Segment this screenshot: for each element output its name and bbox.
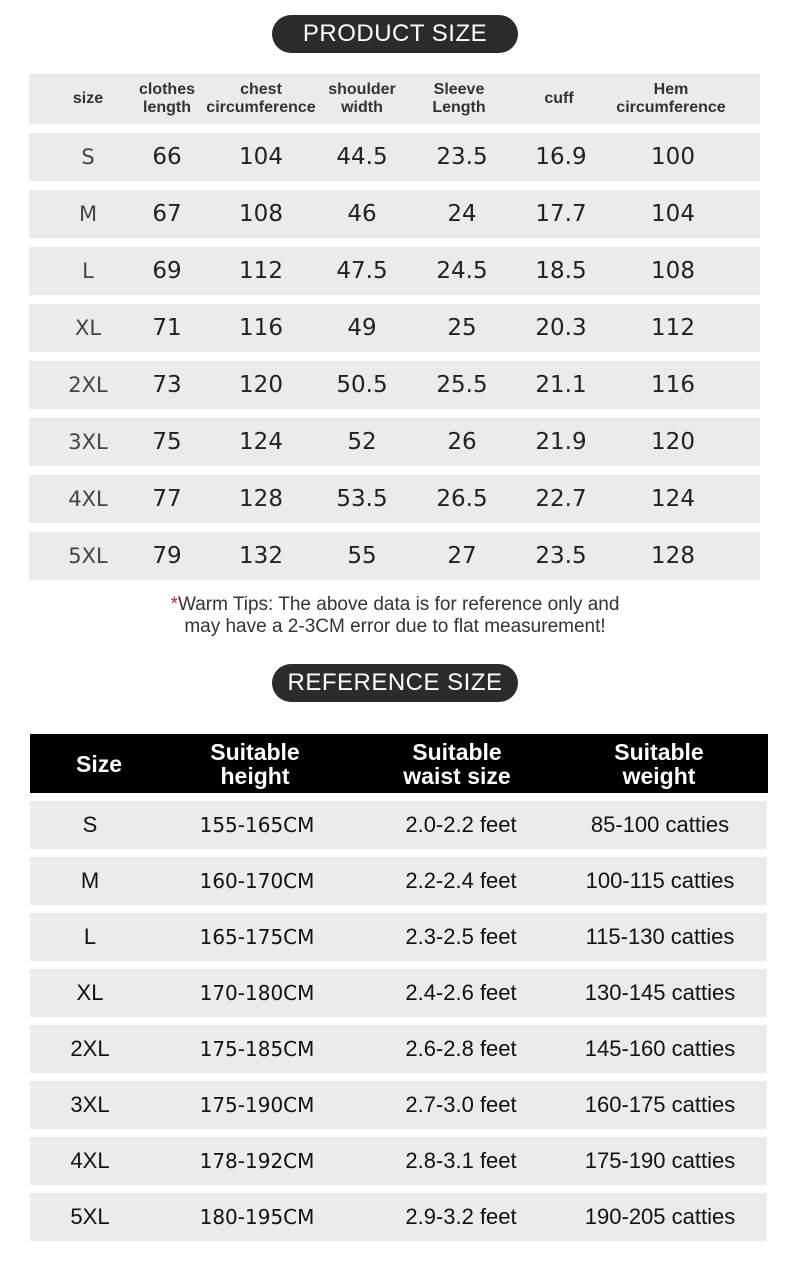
cell-hem: 116: [651, 372, 695, 398]
cell-ref-height: 165-175CM: [199, 925, 315, 949]
cell-shoulder: 55: [347, 543, 377, 569]
cell-cuff: 21.9: [535, 429, 587, 455]
cell-ref-waist: 2.3-2.5 feet: [405, 924, 517, 949]
header-sleeve-length: Sleeve Length: [432, 81, 486, 116]
cell-cuff: 22.7: [535, 486, 587, 512]
cell-ref-height: 180-195CM: [199, 1205, 315, 1229]
cell-size: 4XL: [68, 487, 108, 511]
tip-star: *: [170, 594, 178, 615]
cell-clothes-length: 69: [152, 258, 182, 284]
cell-ref-waist: 2.0-2.2 feet: [405, 812, 517, 837]
reference-size-row: [30, 857, 767, 905]
cell-chest: 116: [239, 315, 283, 341]
cell-cuff: 18.5: [535, 258, 587, 284]
product-size-row: [29, 418, 760, 466]
cell-sleeve: 26.5: [436, 486, 488, 512]
cell-ref-weight: 115-130 catties: [585, 924, 735, 949]
cell-ref-weight: 160-175 catties: [584, 1092, 736, 1117]
reference-size-row: [30, 969, 767, 1017]
reference-size-title: REFERENCE SIZE: [272, 664, 518, 702]
cell-clothes-length: 77: [152, 486, 182, 512]
cell-hem: 100: [651, 144, 695, 170]
header-suitable-weight: Suitable weight: [614, 738, 704, 789]
cell-ref-weight: 190-205 catties: [584, 1204, 736, 1229]
cell-ref-waist: 2.7-3.0 feet: [405, 1092, 517, 1117]
cell-cuff: 20.3: [535, 315, 587, 341]
cell-hem: 112: [651, 315, 695, 341]
cell-ref-size: L: [83, 924, 97, 949]
cell-size: L: [82, 259, 94, 283]
cell-size: M: [78, 202, 98, 226]
cell-shoulder: 52: [347, 429, 377, 455]
reference-size-row: [30, 913, 767, 961]
header-suitable-waist-size: Suitable waist size: [403, 738, 511, 789]
cell-ref-size: 3XL: [70, 1092, 110, 1117]
cell-ref-size: 5XL: [70, 1204, 110, 1229]
cell-clothes-length: 79: [152, 543, 182, 569]
cell-cuff: 21.1: [535, 372, 587, 398]
cell-size: XL: [74, 316, 102, 340]
cell-size: S: [81, 145, 95, 169]
cell-ref-height: 155-165CM: [199, 813, 315, 837]
cell-ref-size: M: [80, 868, 100, 893]
cell-cuff: 17.7: [535, 201, 587, 227]
product-size-row: [29, 475, 760, 523]
header-hem-circumference: Hem circumference: [616, 81, 726, 116]
cell-ref-weight: 175-190 catties: [584, 1148, 736, 1173]
cell-ref-weight: 100-115 catties: [585, 868, 735, 893]
cell-clothes-length: 67: [152, 201, 182, 227]
cell-sleeve: 24: [447, 201, 477, 227]
header-chest-circumference: chest circumference: [206, 81, 316, 116]
reference-size-header-row: [30, 734, 768, 793]
cell-ref-height: 160-170CM: [199, 869, 315, 893]
cell-ref-weight: 130-145 catties: [584, 980, 736, 1005]
cell-ref-size: 2XL: [70, 1036, 110, 1061]
product-size-title: PRODUCT SIZE: [272, 15, 518, 53]
cell-chest: 132: [239, 543, 283, 569]
cell-ref-height: 178-192CM: [199, 1149, 315, 1173]
cell-shoulder: 46: [347, 201, 377, 227]
cell-clothes-length: 71: [152, 315, 182, 341]
cell-sleeve: 23.5: [436, 144, 488, 170]
reference-size-row: [30, 1193, 767, 1241]
cell-clothes-length: 75: [152, 429, 182, 455]
cell-cuff: 23.5: [535, 543, 587, 569]
product-size-row: [29, 304, 760, 352]
cell-chest: 112: [239, 258, 283, 284]
cell-sleeve: 24.5: [436, 258, 488, 284]
cell-hem: 108: [651, 258, 695, 284]
reference-size-row: [30, 1025, 767, 1073]
cell-chest: 124: [239, 429, 283, 455]
cell-ref-height: 175-185CM: [199, 1037, 315, 1061]
cell-size: 5XL: [68, 544, 108, 568]
product-size-row: [29, 532, 760, 580]
reference-size-row: [30, 1137, 767, 1185]
reference-size-row: [30, 801, 767, 849]
cell-cuff: 16.9: [535, 144, 587, 170]
cell-sleeve: 27: [447, 543, 477, 569]
cell-chest: 104: [239, 144, 283, 170]
cell-clothes-length: 73: [152, 372, 182, 398]
cell-clothes-length: 66: [152, 144, 182, 170]
cell-ref-waist: 2.4-2.6 feet: [405, 980, 517, 1005]
product-size-header-row: [29, 74, 760, 124]
warm-tips: [0, 594, 790, 638]
cell-ref-size: 4XL: [70, 1148, 110, 1173]
cell-chest: 108: [239, 201, 283, 227]
cell-hem: 104: [651, 201, 695, 227]
product-size-row: [29, 247, 760, 295]
header-ref-size: Size: [75, 750, 123, 777]
cell-shoulder: 50.5: [336, 372, 388, 398]
cell-shoulder: 47.5: [336, 258, 388, 284]
header-shoulder-width: shoulder width: [328, 81, 396, 116]
tip-line-2: may have a 2-3CM error due to flat measurement!: [184, 616, 606, 637]
cell-ref-height: 175-190CM: [199, 1093, 315, 1117]
cell-hem: 128: [651, 543, 695, 569]
cell-hem: 120: [651, 429, 695, 455]
cell-chest: 120: [239, 372, 283, 398]
cell-ref-waist: 2.8-3.1 feet: [405, 1148, 517, 1173]
header-suitable-height: Suitable height: [210, 738, 300, 789]
cell-size: 2XL: [68, 373, 108, 397]
cell-hem: 124: [651, 486, 695, 512]
cell-sleeve: 25: [447, 315, 477, 341]
cell-shoulder: 44.5: [336, 144, 388, 170]
cell-size: 3XL: [68, 430, 108, 454]
product-size-row: [29, 190, 760, 238]
cell-ref-waist: 2.6-2.8 feet: [405, 1036, 517, 1061]
header-clothes-length: clothes length: [138, 81, 195, 116]
header-size: size: [72, 90, 104, 107]
product-size-row: [29, 361, 760, 409]
cell-ref-size: S: [82, 812, 98, 837]
cell-ref-waist: 2.9-3.2 feet: [405, 1204, 517, 1229]
cell-ref-waist: 2.2-2.4 feet: [405, 868, 517, 893]
cell-sleeve: 25.5: [436, 372, 488, 398]
reference-size-row: [30, 1081, 767, 1129]
cell-shoulder: 49: [347, 315, 377, 341]
cell-sleeve: 26: [447, 429, 477, 455]
cell-ref-weight: 145-160 catties: [584, 1036, 736, 1061]
cell-shoulder: 53.5: [336, 486, 388, 512]
cell-ref-weight: 85-100 catties: [590, 812, 730, 837]
cell-ref-height: 170-180CM: [199, 981, 315, 1005]
header-cuff: cuff: [544, 90, 574, 107]
cell-chest: 128: [239, 486, 283, 512]
product-size-row: [29, 133, 760, 181]
tip-line-1: Warm Tips: The above data is for reference only and: [177, 594, 620, 615]
cell-ref-size: XL: [76, 980, 104, 1005]
